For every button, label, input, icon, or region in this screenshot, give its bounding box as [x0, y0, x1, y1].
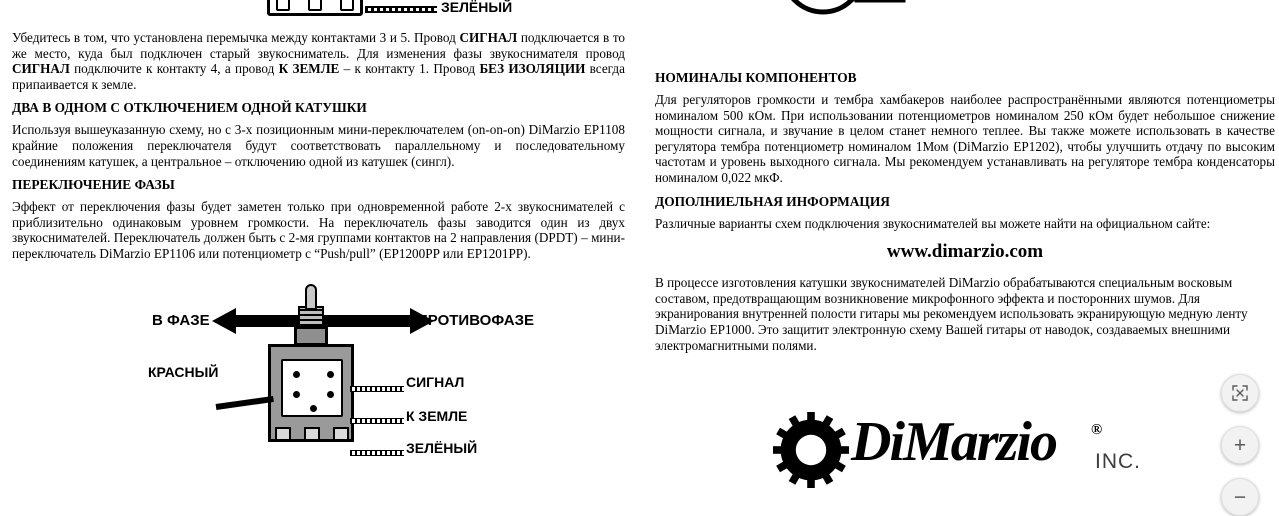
wire-red [216, 396, 274, 410]
wire-green [350, 450, 404, 456]
paragraph-jumper-instructions [12, 30, 625, 92]
paragraph-component-values: Для регуляторов громкости и тембра хамбакеров наиболее распространёнными являются потенциометры номиналом 500 кОм. При использовании потенциометров номиналом 250 кОм будет небольшое снижение мощности сигнала, и звучание в целом станет немного теплее. Вы также можете использовать в качестве регулятора тембра потенциометр номиналом 1Мом (DiMarzio EP1202), чтобы улучшить отдачу по высоким частотам и уровень выходного сигнала. Мы рекомендуем устанавливать на регуляторе тембра конденсаторы номиналом 0,022 мкФ. [655, 92, 1275, 185]
gear-icon [773, 412, 849, 488]
heading-component-values: НОМИНАЛЫ КОМПОНЕНТОВ [655, 70, 857, 85]
text-seg-signal-2: СИГНАЛ [12, 61, 70, 77]
text-seg-1: Убедитесь в том, что установлена перемычка между контактами 3 и 5. Провод [12, 30, 460, 45]
switch-contact-dot-1 [293, 371, 300, 378]
label-signal-wire: СИГНАЛ [406, 374, 465, 390]
text-seg-ground: К ЗЕМЛЕ [278, 61, 340, 77]
logo-registered-mark: ® [1091, 422, 1103, 438]
green-wire-label: ЗЕЛЁНЫЙ [441, 0, 513, 15]
text-seg-4: – к контакту 1. Провод [339, 61, 480, 77]
label-ground-wire: К ЗЕМЛЕ [406, 408, 468, 424]
label-out-of-phase: В ПРОТИВОФАЗЕ [402, 312, 534, 329]
heading-additional-information: ДОПОЛНИЕЛЬНАЯ ИНФОРМАЦИЯ [655, 193, 890, 209]
paragraph-phase-switching: Эффект от переключения фазы будет заметен только при одновременной работе 2-х звукоснимателей с приблизительно одинаковым уровнем громкости. На переключатель фазы заводится один из двух звукоснимателей. Переключатель должен быть с 2-мя группами контактов на 2 направления (DPDT) – мини-переключатель DiMarzio EP1106 или потенциометр с “Push/pull” (EP1200PP или EP1201PP). [12, 199, 625, 261]
website-link[interactable]: www.dimarzio.com [886, 241, 1044, 263]
potentiometer-svg-icon [745, 0, 1005, 22]
zoom-in-button[interactable]: + [1221, 426, 1259, 464]
wire-signal [350, 386, 404, 392]
label-in-phase: В ФАЗЕ [152, 312, 210, 329]
green-wire-line [365, 6, 437, 13]
jack-lug-4 [340, 0, 354, 11]
jack-wiring-diagram-partial [255, 0, 513, 26]
jack-lug-6 [276, 0, 290, 11]
paragraph-additional-information: Различные варианты схем подключения звукоснимателей вы можете найти на официальном сайте: [655, 215, 1211, 231]
switch-contact-area [281, 359, 343, 417]
text-seg-2: подключается в то же место, куда был подключен старый звукосниматель. Для изменения фазы звукоснимателя провод [12, 30, 625, 61]
paragraph-wax-potting: В процессе изготовления катушки звукоснимателей DiMarzio обрабатываются специальным восковым составом, предотвращающим возникновение микрофонного эффекта и посторонних шумов. Для экранирования внутренней полости гитары мы рекомендуем использовать экранирующую медную ленту DiMarzio EP1000. Это защитит электронную схему Вашей гитары от наводок, создаваемых внешними электромагнитными полями. [655, 275, 1248, 353]
heading-two-in-one-coil-split: ДВА В ОДНОМ С ОТКЛЮЧЕНИЕМ ОДНОЙ КАТУШКИ [12, 100, 367, 116]
phase-switch-diagram [144, 300, 574, 500]
switch-contact-dot-3 [293, 391, 300, 398]
fit-screen-icon [1232, 385, 1248, 401]
text-seg-bare: БЕЗ ИЗОЛЯЦИИ [479, 61, 586, 77]
switch-body [268, 344, 354, 442]
paragraph-coil-split: Используя вышеуказанную схему, но с 3-х позиционным мини-переключателем (on-on-on) DiMarzio EP1108 крайние положения переключателя будут соответствовать параллельному и последовательному соединениям катушек, а центральное – отключению одной из катушек (сингл). [12, 122, 625, 169]
zoom-out-button[interactable]: − [1221, 478, 1259, 516]
jack-lug-5 [308, 0, 322, 11]
switch-contact-dot-4 [327, 391, 334, 398]
heading-phase-switching: ПЕРЕКЛЮЧЕНИЕ ФАЗЫ [12, 177, 175, 193]
label-green-wire: ЗЕЛЁНЫЙ [406, 440, 478, 456]
jack-body [267, 0, 363, 16]
text-seg-5: всегда припаивается к земле. [12, 61, 625, 92]
fit-to-screen-button[interactable] [1221, 374, 1259, 412]
right-column [655, 0, 1275, 515]
left-column [12, 0, 637, 515]
potentiometer-diagram-partial [745, 0, 1005, 22]
switch-lug-right [333, 427, 349, 441]
switch-lug-center [304, 427, 320, 441]
switch-lug-left [275, 427, 291, 441]
arrow-head-left-icon [212, 308, 236, 334]
switch-contact-dot-5 [310, 405, 317, 412]
switch-contact-dot-2 [327, 371, 334, 378]
dimarzio-logo [773, 400, 1193, 500]
logo-inc-suffix: INC. [1095, 450, 1141, 473]
text-seg-3: подключите к контакту 4, а провод [69, 61, 279, 77]
switch-lever [305, 284, 317, 310]
wire-ground [350, 418, 404, 424]
switch-collar [294, 326, 328, 346]
label-red-wire: КРАСНЫЙ [148, 364, 219, 380]
logo-wordmark: DiMarzio [851, 411, 1056, 473]
text-seg-signal-1: СИГНАЛ [459, 30, 518, 45]
